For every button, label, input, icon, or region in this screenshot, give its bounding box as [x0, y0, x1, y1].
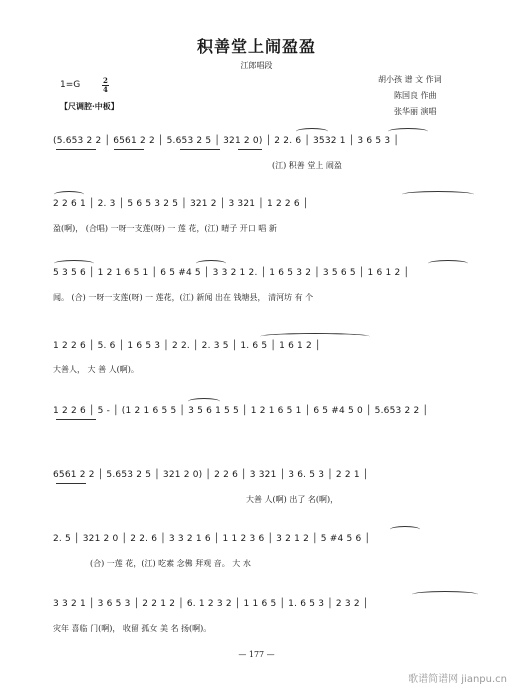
meter-top: 2: [103, 76, 108, 85]
time-signature: [102, 77, 109, 94]
lyric-line-6: 大善 人(啊) 出了 名(啊)，: [246, 495, 339, 504]
page-title: 积善堂上闹盈盈: [196, 37, 316, 56]
beat-underline: [180, 149, 220, 150]
beat-underline: [114, 149, 144, 150]
notation-line-6: 6561 2 2 │ 5.653 2 5 │ 321 2 0) │ 2 2 6 │ 3 321 │ 3 6. 5 3 │ 2 2 1 │: [53, 470, 369, 480]
slur-mark: [390, 526, 420, 533]
slur-mark: [388, 128, 428, 135]
tempo-marking: 【尺调腔·中板】: [60, 101, 119, 111]
credit-lyricist: 胡小孩 谱 文 作词: [378, 75, 442, 84]
beat-underline: [56, 483, 86, 484]
notation-line-4: 1 2 2 6 │ 5. 6 │ 1 6 5 3 │ 2 2. │ 2. 3 5 │ 1. 6 5 │ 1 6 1 2 │: [53, 341, 321, 351]
lyric-line-8: 灾年 喜临 门(啊)， 收留 孤女 美 名 扬(啊)。: [53, 624, 212, 633]
slur-mark: [296, 128, 328, 135]
notation-line-1: (5.653 2 2 │ 6561 2 2 │ 5.653 2 5 │ 321 2 0) │ 2 2. 6 │ 3532 1 │ 3 6 5 3 │: [53, 136, 399, 146]
notation-line-2: 2 2 6 1 │ 2. 3 │ 5 6 5 3 2 5 │ 321 2 │ 3 321 │ 1 2 2 6 │: [53, 199, 309, 209]
notation-line-3: 5 3 5 6 │ 1 2 1 6 5 1 │ 6 5 #4 5 │ 3 3 2 1 2. │ 1 6 5 3 2 │ 3 5 6 5 │ 1 6 1 2 │: [53, 268, 410, 278]
slur-mark: [188, 398, 220, 405]
lyric-line-7: (合) 一莲 花，(江) 吃素 念佛 拜观 音。 大 水: [90, 559, 251, 568]
meter-bottom: 4: [103, 85, 108, 94]
page-number: — 177 —: [238, 650, 275, 659]
slur-mark: [428, 260, 468, 267]
subtitle: 江郎唱段: [240, 61, 273, 70]
watermark: 歌谱简谱网 jianpu.cn: [408, 674, 507, 685]
slur-mark: [196, 260, 226, 267]
notation-line-8: 3 3 2 1 │ 3 6 5 3 │ 2 2 1 2 │ 6. 1 2 3 2 │ 1 1 6 5 │ 1. 6 5 3 │ 2 3 2 │: [53, 599, 369, 609]
lyric-line-4: 大善人， 大 善 人(啊)。: [53, 365, 139, 374]
notation-line-5: 1 2 2 6 │ 5 - │ (1 2 1 6 5 5 │ 3 5 6 1 5 5 │ 1 2 1 6 5 1 │ 6 5 #4 5 0 │ 5.653 2 2 │: [53, 406, 429, 416]
credit-singer: 张华丽 演唱: [394, 107, 437, 116]
beat-underline: [238, 149, 262, 150]
slur-mark: [54, 260, 94, 267]
slur-mark: [260, 333, 370, 340]
slur-mark: [402, 191, 474, 198]
notation-line-7: 2. 5 │ 321 2 0 │ 2 2. 6 │ 3 3 2 1 6 │ 1 1 2 3 6 │ 3 2 1 2 │ 5 #4 5 6 │: [53, 534, 371, 544]
credit-composer: 陈国良 作曲: [394, 91, 437, 100]
slur-mark: [54, 191, 84, 198]
beat-underline: [56, 149, 96, 150]
lyric-line-2: 盈(啊)， (合唱) 一呀一支莲(呀) 一 莲 花，(江) 晴子 开口 唱 新: [53, 224, 277, 233]
beat-underline: [56, 419, 96, 420]
key-signature: 1=G: [60, 80, 81, 90]
lyric-line-1: (江) 积善 堂上 闹盈: [272, 161, 342, 170]
slur-mark: [412, 591, 478, 598]
lyric-line-3: 闻。 (合) 一呀一支莲(呀) 一 莲花，(江) 新闻 出在 钱塘县， 清河坊 有 个: [53, 293, 314, 302]
